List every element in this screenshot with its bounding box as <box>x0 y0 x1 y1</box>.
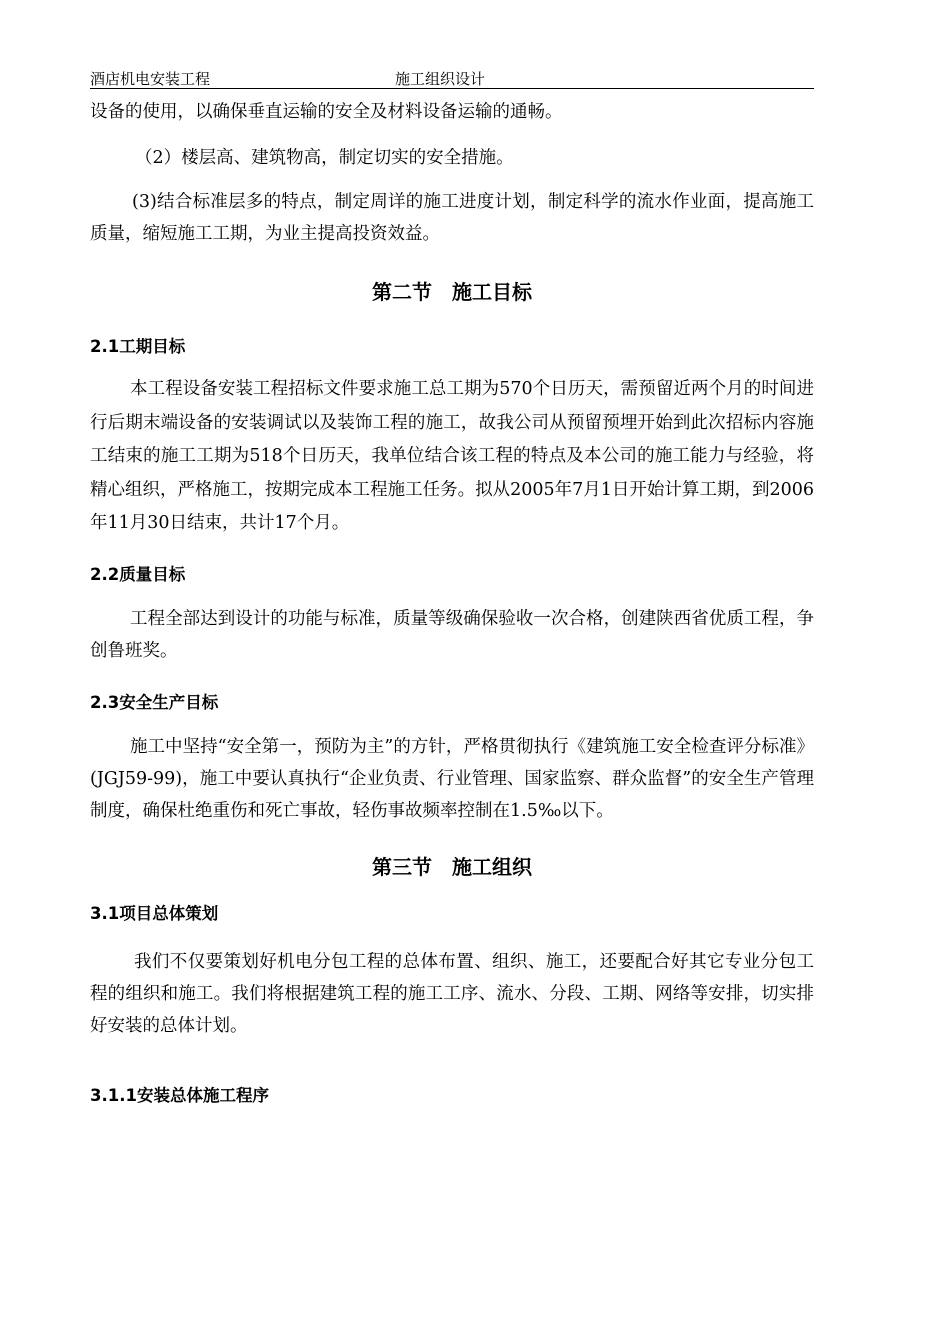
section-3-title: 第三节 施工组织 <box>372 854 532 879</box>
intro-paragraph-1: 设备的使用，以确保垂直运输的安全及材料设备运输的通畅。 <box>90 102 563 122</box>
paragraph-3-1: 我们不仅要策划好机电分包工程的总体布置、组织、施工，还要配合好其它专业分包工程的组织和施工。我们将根据建筑工程的施工工序、流水、分段、工期、网络等安排，切实排好安装的总体计划。 <box>90 951 814 1036</box>
heading-3-1: 3.1项目总体策划 <box>90 903 219 923</box>
heading-2-3: 2.3安全生产目标 <box>90 692 219 712</box>
intro-paragraph-2: （2）楼层高、建筑物高，制定切实的安全措施。 <box>135 148 514 168</box>
header-project-title: 酒店机电安装工程 <box>90 70 211 88</box>
heading-2-1: 2.1工期目标 <box>90 337 186 356</box>
heading-3-1-1: 3.1.1安装总体施工程序 <box>90 1085 269 1105</box>
section-2-title: 第二节 施工目标 <box>372 280 532 304</box>
page-body <box>90 96 814 1106</box>
header-document-title: 施工组织设计 <box>395 70 486 88</box>
page-header <box>90 66 814 89</box>
paragraph-2-2: 工程全部达到设计的功能与标准，质量等级确保验收一次合格，创建陕西省优质工程，争创鲁班奖。 <box>90 608 814 661</box>
paragraph-2-1: 本工程设备安装工程招标文件要求施工总工期为570个日历天，需预留近两个月的时间进行后期末端设备的安装调试以及装饰工程的施工，故我公司从预留预埋开始到此次招标内容施工结束的施工工期为518个日历天，我单位结合该工程的特点及本公司的施工能力与经验，将精心组织，严格施工，按期完成本工程施工任务。拟从2005年7月1日开始计算工期，到2006年11月30日结束，共计17个月。 <box>90 379 814 533</box>
heading-2-2: 2.2质量目标 <box>90 564 186 584</box>
paragraph-2-3: 施工中坚持“安全第一，预防为主”的方针，严格贯彻执行《建筑施工安全检查评分标准》(JGJ59-99)，施工中要认真执行“企业负责、行业管理、国家监察、群众监督”的安全生产管理制度，确保杜绝重伤和死亡事故，轻伤事故频率控制在1.5‰以下。 <box>90 736 814 821</box>
intro-paragraph-3: (3)结合标准层多的特点，制定周详的施工进度计划，制定科学的流水作业面，提高施工质量，缩短施工工期，为业主提高投资效益。 <box>90 192 814 244</box>
